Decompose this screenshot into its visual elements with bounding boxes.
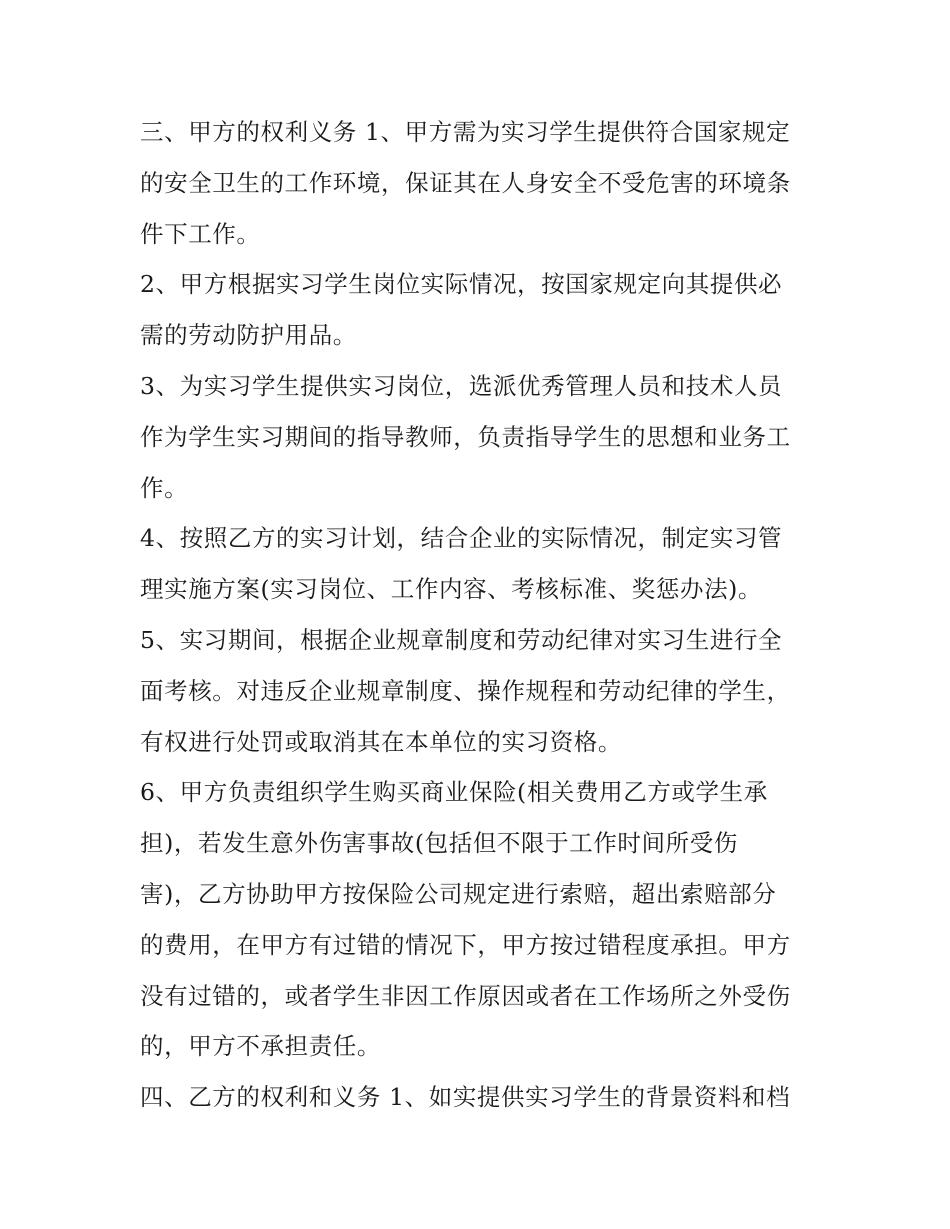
text-line: 件下工作。 (140, 219, 261, 248)
text-line: 三、甲方的权利义务 1、甲方需为实习学生提供符合国家规定 (140, 118, 791, 146)
text-line: 2、甲方根据实习学生岗位实际情况，按国家规定向其提供必 (140, 270, 783, 299)
text-line: 的费用，在甲方有过错的情况下，甲方按过错程度承担。甲方 (140, 930, 791, 959)
text-line: 的，甲方不承担责任。 (140, 1032, 381, 1061)
text-line: 有权进行处罚或取消其在本单位的实习资格。 (140, 727, 622, 756)
body-text (140, 107, 820, 1123)
text-line: 5、实习期间，根据企业规章制度和劳动纪律对实习生进行全 (140, 625, 783, 654)
text-line: 面考核。对违反企业规章制度、操作规程和劳动纪律的学生， (140, 676, 791, 705)
text-line: 的安全卫生的工作环境，保证其在人身安全不受危害的环境条 (140, 168, 791, 197)
text-line: 担)，若发生意外伤害事故(包括但不限于工作时间所受伤 (140, 829, 738, 858)
text-line: 作为学生实习期间的指导教师，负责指导学生的思想和业务工 (140, 422, 791, 451)
text-line: 6、甲方负责组织学生购买商业保险(相关费用乙方或学生承 (140, 778, 768, 807)
text-line: 需的劳动防护用品。 (140, 321, 357, 350)
text-line: 作。 (140, 473, 189, 502)
text-line: 没有过错的，或者学生非因工作原因或者在工作场所之外受伤 (140, 981, 791, 1010)
text-line: 3、为实习学生提供实习岗位，选派优秀管理人员和技术人员 (140, 371, 783, 400)
text-line: 四、乙方的权利和义务 1、如实提供实习学生的背景资料和档 (140, 1083, 791, 1112)
text-line: 害)，乙方协助甲方按保险公司规定进行索赔，超出索赔部分 (140, 879, 777, 908)
text-line: 4、按照乙方的实习计划，结合企业的实际情况，制定实习管 (140, 524, 783, 553)
text-line: 理实施方案(实习岗位、工作内容、考核标准、奖惩办法)。 (140, 575, 763, 604)
